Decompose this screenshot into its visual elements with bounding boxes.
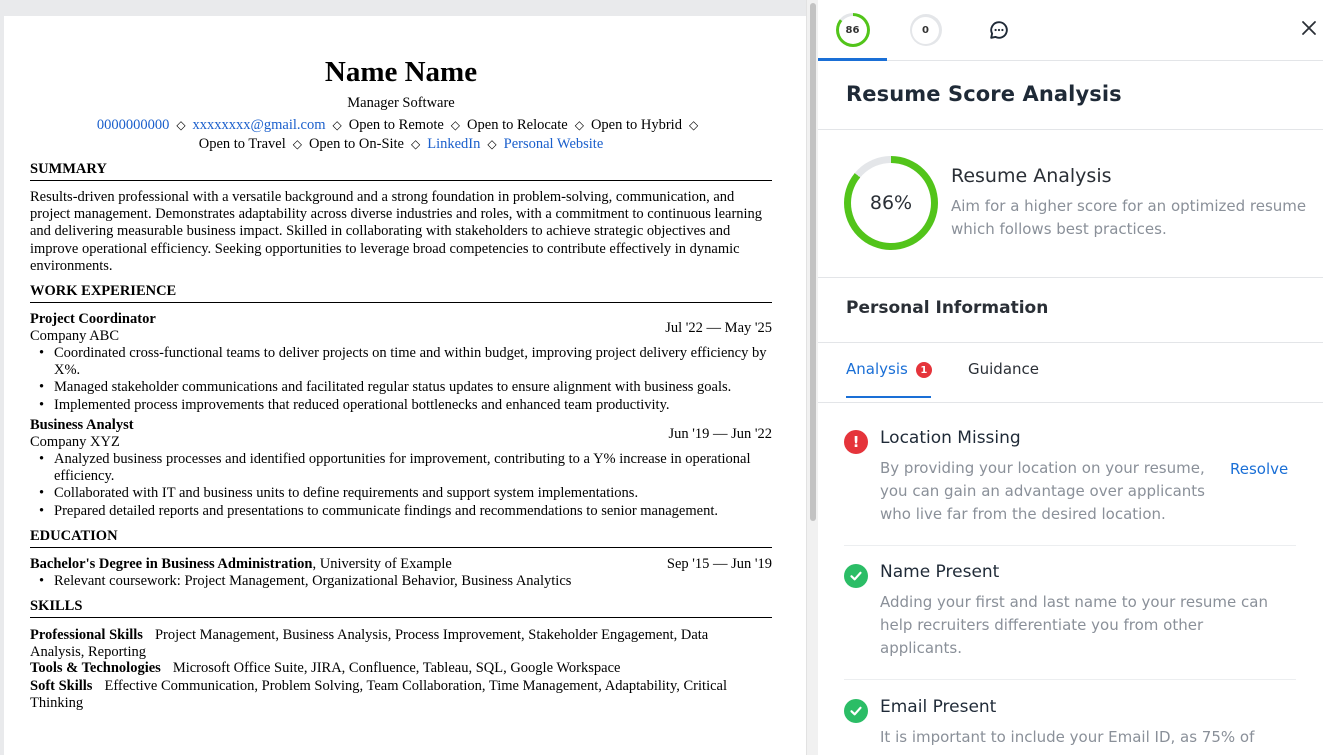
analysis-heading: Resume Analysis [951, 165, 1112, 187]
skill-value: Microsoft Office Suite, JIRA, Confluence, Tableau, SQL, Google Workspace [172, 660, 621, 676]
score-tab-value: 86 [839, 16, 867, 44]
skill-value: Effective Communication, Problem Solving, Team Collaboration, Time Management, Adaptability, Critical Thinking [30, 678, 727, 712]
check-title: Email Present [880, 697, 997, 717]
section-heading-personal-information: Personal Information [846, 298, 1049, 318]
education-bullet: • Relevant coursework: Project Management, Organizational Behavior, Business Analytics [54, 573, 774, 590]
pref-onsite: Open to On-Site [308, 136, 404, 152]
analysis-subtitle: Aim for a higher score for an optimized resume which follows best practices. [951, 197, 1307, 238]
resume-scrollbar-thumb[interactable] [810, 3, 816, 521]
check-description: It is important to include your Email ID, as 75% of [880, 728, 1255, 746]
degree-name: Bachelor's Degree in Business Administration [30, 556, 313, 572]
check-item-email [844, 697, 1296, 755]
email-link[interactable]: xxxxxxxx@gmail.com [192, 117, 326, 133]
score-percent: 86% [851, 163, 931, 243]
job-title: Business Analyst [30, 417, 134, 433]
job-company: Company XYZ [30, 434, 120, 450]
check-item-name [844, 562, 1296, 662]
job-bullets [54, 451, 774, 520]
job-bullet: • Coordinated cross-functional teams to deliver projects on time and within budget, improving project delivery efficiency by X%. [54, 345, 774, 379]
school-name: , University of Example [312, 556, 452, 572]
tab-analysis[interactable] [846, 360, 932, 398]
job-bullet: • Implemented process improvements that reduced operational bottlenecks and enhanced team productivity. [54, 397, 774, 414]
resume-name: Name Name [324, 56, 478, 88]
resume-job-title: Manager Software [347, 95, 455, 111]
separator-diamond: ◇ [450, 118, 461, 132]
alert-icon: ! [844, 430, 868, 454]
job-bullets [54, 345, 774, 414]
check-description: By providing your location on your resume, you can gain an advantage over applicants who live far from the desired location. [880, 459, 1205, 523]
education-heading: EDUCATION [30, 528, 772, 548]
skill-value: Project Management, Business Analysis, Process Improvement, Stakeholder Engagement, Data Analysis, Reporting [30, 627, 709, 661]
skill-label: Professional Skills [30, 627, 143, 643]
issue-count-badge: 1 [916, 362, 932, 378]
separator-diamond: ◇ [332, 118, 342, 132]
separator-diamond: ◇ [487, 137, 497, 151]
job-company: Company ABC [30, 328, 120, 344]
tab-analysis-label: Analysis [846, 360, 908, 378]
job-title: Project Coordinator [30, 311, 156, 327]
tab-secondary-score[interactable] [907, 0, 944, 60]
job-dates: Jul '22 — May '25 [665, 320, 772, 336]
check-description: Adding your first and last name to your resume can help recruiters differentiate you from other applicants. [880, 593, 1268, 657]
skill-row [30, 627, 730, 661]
separator-diamond: ◇ [688, 118, 699, 132]
separator-diamond: ◇ [411, 137, 421, 151]
score-progress-ring [844, 156, 938, 250]
pref-relocate: Open to Relocate [467, 117, 568, 133]
skill-label: Tools & Technologies [30, 660, 161, 676]
job-bullet: • Prepared detailed reports and presentations to communicate findings and recommendations to senior management. [54, 503, 774, 520]
resume-document [4, 16, 806, 755]
tab-guidance[interactable]: Guidance [968, 360, 1039, 378]
separator-diamond: ◇ [292, 137, 302, 151]
divider [844, 545, 1296, 546]
active-subtab-indicator [846, 396, 931, 398]
divider [818, 129, 1323, 130]
panel-tab-bar [818, 0, 1323, 61]
skill-row [30, 678, 730, 712]
resume-scrollbar[interactable] [806, 0, 818, 755]
contact-line [4, 116, 798, 134]
skills-heading: SKILLS [30, 598, 772, 618]
zero-tab-value: 0 [912, 17, 939, 44]
divider [818, 342, 1323, 343]
active-tab-indicator [818, 58, 887, 61]
job-bullet: • Collaborated with IT and business units to define requirements and support system implementations. [54, 485, 774, 502]
skill-row [30, 660, 730, 677]
checkmark-icon [844, 699, 868, 723]
pref-hybrid: Open to Hybrid [590, 117, 682, 133]
panel-title: Resume Score Analysis [846, 82, 1122, 106]
pref-remote: Open to Remote [348, 117, 444, 133]
job-dates: Jun '19 — Jun '22 [668, 426, 772, 442]
job-bullet: • Managed stakeholder communications and facilitated regular status updates to ensure alignment with business goals. [54, 379, 774, 396]
close-icon [1301, 20, 1317, 36]
linkedin-link[interactable]: LinkedIn [427, 136, 481, 152]
job-bullet: • Analyzed business processes and identified opportunities for improvement, contributing to a Y% increase in operational efficiency. [54, 451, 774, 485]
tab-chat[interactable] [980, 0, 1018, 60]
education-line [30, 556, 452, 573]
contact-line [4, 135, 798, 153]
check-title: Name Present [880, 562, 1000, 582]
score-ring-icon [836, 13, 870, 47]
education-dates: Sep '15 — Jun '19 [666, 556, 772, 572]
divider [818, 402, 1323, 403]
close-button[interactable] [1298, 17, 1320, 39]
divider [844, 679, 1296, 680]
score-analysis-panel [818, 0, 1323, 755]
summary-text: Results-driven professional with a versatile background and a strong foundation in problem-solving, communication, and project management. Demonstrates adaptability across diverse industries and roles, with a commitment to continuous learning and delivering measurable business impact. Skilled in collaborating with stakeholders to achieve strategic objectives and improve operational efficiency. Seeking opportunities to leverage broad competencies to contribute effectively in dynamic environments. [30, 189, 763, 274]
separator-diamond: ◇ [574, 118, 584, 132]
pref-travel: Open to Travel [198, 136, 286, 152]
summary-heading: SUMMARY [30, 161, 772, 181]
zero-ring-icon [910, 14, 942, 46]
separator-diamond: ◇ [176, 118, 186, 132]
experience-heading: WORK EXPERIENCE [30, 283, 772, 303]
chat-bubble-icon [989, 20, 1009, 40]
website-link[interactable]: Personal Website [503, 136, 604, 152]
check-title: Location Missing [880, 428, 1021, 448]
divider [818, 277, 1323, 278]
resolve-link[interactable]: Resolve [1230, 460, 1289, 478]
phone-link[interactable]: 0000000000 [96, 117, 170, 133]
education-bullets [54, 573, 774, 590]
checkmark-icon [844, 564, 868, 588]
tab-score[interactable] [818, 0, 887, 60]
skill-label: Soft Skills [30, 678, 93, 694]
check-item-location [844, 428, 1296, 528]
